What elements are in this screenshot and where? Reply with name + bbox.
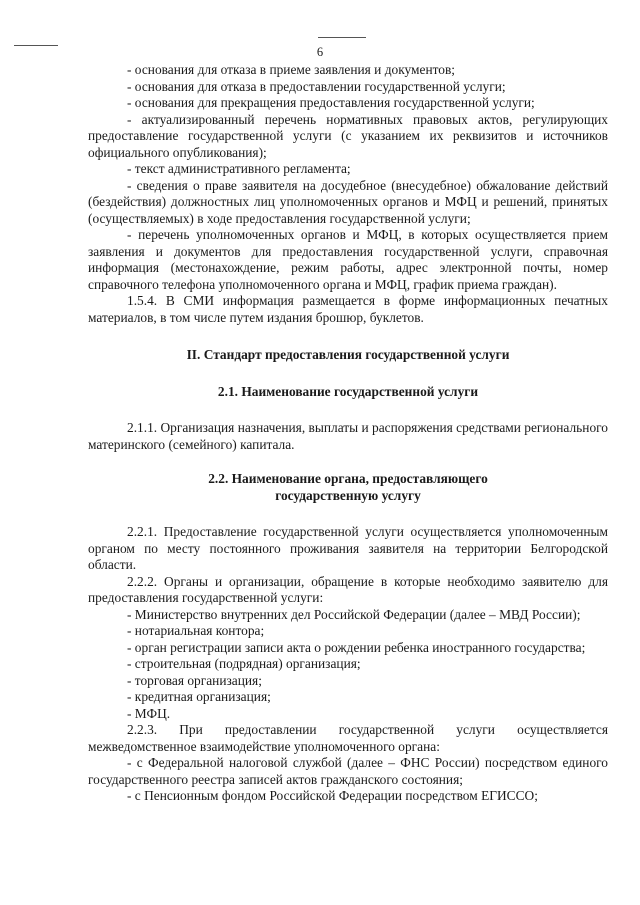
list-item: - сведения о праве заявителя на досудебное (внесудебное) обжалование действий (бездействия) должностных лиц уполномоченных органов и МФЦ и решений, принятых (осуществляемых) в ходе предоставления государственной услуги; (88, 177, 608, 226)
list-item: - с Пенсионным фондом Российской Федерации посредством ЕГИССО; (127, 788, 538, 803)
paragraph-2-2-3: 2.2.3. При предоставлении государственной услуги осуществляется межведомственное взаимодействие уполномоченного органа: (88, 722, 608, 754)
list-item: - основания для отказа в предоставлении государственной услуги; (127, 78, 506, 94)
document-body (88, 62, 608, 805)
list-item: - основания для прекращения предоставления государственной услуги; (127, 95, 535, 110)
list-item: - актуализированный перечень нормативных правовых актов, регулирующих предоставление государственной услуги (с указанием их реквизитов и источников официального опубликования); (88, 111, 608, 160)
list-item: - кредитная организация; (127, 689, 271, 704)
list-item: - текст административного регламента; (127, 161, 351, 176)
paragraph-2-1-1: 2.1.1. Организация назначения, выплаты и распоряжения средствами регионального материнского (семейного) капитала. (88, 420, 608, 452)
paragraph-2-2-1: 2.2.1. Предоставление государственной услуги осуществляется уполномоченным органом по месту постоянного проживания заявителя на территории Белгородской области. (88, 524, 608, 572)
scan-mark-top (318, 37, 366, 38)
list-item: - орган регистрации записи акта о рождении ребенка иностранного государства; (127, 639, 586, 655)
section-ii-title: II. Стандарт предоставления государственной услуги (186, 347, 510, 362)
list-item: - перечень уполномоченных органов и МФЦ, в которых осуществляется прием заявления и документов для предоставления государственной услуги, справочная информация (местонахождение, режим работы, адрес электронной почты, номер справочного телефона уполномоченного органа и МФЦ, график приема граждан). (88, 227, 608, 292)
list-item: - МФЦ. (127, 705, 171, 721)
section-2-2-title-line1: 2.2. Наименование органа, предоставляющего (208, 471, 488, 486)
paragraph-2-2-2: 2.2.2. Органы и организации, обращение в которые необходимо заявителю для предоставления государственной услуги: (88, 573, 608, 605)
section-2-1-title: 2.1. Наименование государственной услуги (217, 383, 479, 399)
paragraph-1-5-4: 1.5.4. В СМИ информация размещается в форме информационных печатных материалов, в том числе путем издания брошюр, буклетов. (88, 293, 608, 325)
page-number: 6 (316, 45, 324, 59)
list-item: - торговая организация; (127, 672, 262, 688)
list-item: - с Федеральной налоговой службой (далее – ФНС России) посредством единого государственного реестра записей актов гражданского состояния; (88, 755, 608, 787)
list-item: - нотариальная контора; (127, 623, 265, 638)
section-2-2-title (88, 471, 608, 504)
list-item: - Министерство внутренних дел Российской Федерации (далее – МВД России); (127, 606, 581, 622)
list-item: - строительная (подрядная) организация; (127, 656, 361, 671)
list-item: - основания для отказа в приеме заявления и документов; (127, 62, 456, 77)
section-2-2-title-line2: государственную услугу (275, 487, 421, 503)
